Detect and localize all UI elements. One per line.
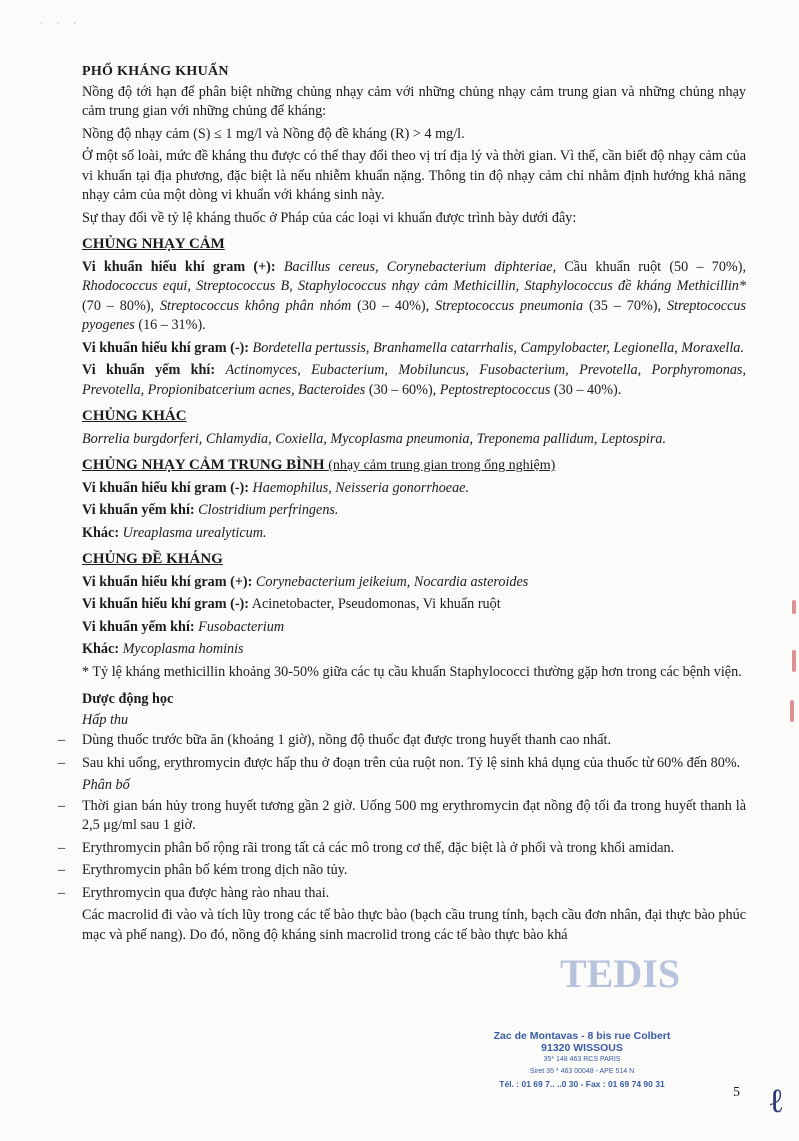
- stamp-siret: Siret 35 * 463 00048 - APE 514 N: [529, 1068, 635, 1075]
- page-number: 5: [733, 1085, 740, 1100]
- item-text: Thời gian bán hủy trong huyết tương gần 2 giờ. Uống 500 mg erythromycin đạt nồng độ tối đa trong huyết thanh là 2,5 μg/ml sau 1 giờ.: [82, 797, 746, 833]
- distribution-paragraph: Các macrolid đi vào và tích lũy trong các tế bào thực bào (bạch cầu trung tính, bạch cầu đơn nhân, đại thực bào phúc mạc và phế nang). Do đó, nồng độ kháng sinh macrolid trong các tế bào thực bào khá: [82, 907, 746, 943]
- label: Vi khuẩn yếm khí:: [82, 502, 195, 518]
- organism-list: Clostridium perfringens.: [198, 502, 339, 518]
- distribution-item-1: [58, 797, 746, 836]
- resistant-gram-positive: [82, 573, 746, 593]
- intermediate-other: [82, 524, 746, 544]
- heading-text: CHỦNG NHẠY CẢM TRUNG BÌNH: [82, 457, 325, 473]
- organism-rate: Cầu khuẩn ruột (50 – 70%),: [564, 258, 747, 275]
- scan-edge-mark: [790, 700, 794, 722]
- organism-rate: (16 – 31%).: [138, 317, 206, 333]
- item-text: Erythromycin phân bố rộng rãi trong tất cả các mô trong cơ thể, đặc biệt là ở phổi và trong khối amidan.: [82, 839, 675, 856]
- intro-paragraph-2: Nồng độ nhạy cảm (S) ≤ 1 mg/l và Nồng độ đề kháng (R) > 4 mg/l.: [82, 125, 465, 142]
- intermediate-heading: [82, 456, 746, 476]
- label: Vi khuẩn hiếu khí gram (-):: [82, 479, 249, 496]
- susceptible-anaerobes: [82, 361, 746, 400]
- resistant-other: [82, 640, 746, 660]
- document-page: [58, 62, 747, 948]
- item-text: Sau khi uống, erythromycin được hấp thu ở đoạn trên của ruột non. Tỷ lệ sinh khả dụng của thuốc từ 60% đến 80%.: [82, 754, 741, 771]
- intermediate-gram-negative: [82, 479, 746, 499]
- organism-list: Corynebacterium jeikeium, Nocardia asteroides: [255, 573, 529, 590]
- organism-rate: (70 – 80%),: [82, 297, 155, 314]
- organism-list: Rhodococcus equi, Streptococcus B, Staphylococcus nhạy cảm Methicillin, Staphylococcus đề kháng Methicillin*: [82, 278, 746, 294]
- label: Khác:: [82, 524, 120, 541]
- label: Vi khuẩn hiếu khí gram (-):: [82, 596, 249, 612]
- absorption-item-1: [58, 731, 746, 751]
- item-text: Dùng thuốc trước bữa ăn (khoảng 1 giờ), nồng độ thuốc đạt được trong huyết thanh cao nhất.: [82, 732, 612, 748]
- scan-edge-mark: [792, 600, 796, 614]
- resistant-anaerobes: [82, 618, 746, 638]
- susceptible-gram-positive: [82, 258, 746, 336]
- label: Vi khuẩn yếm khí:: [82, 362, 216, 378]
- absorption-subheading: Hấp thu: [82, 711, 129, 728]
- organism-list: Haemophilus, Neisseria gonorrhoeae.: [252, 479, 470, 496]
- intermediate-anaerobes: [82, 501, 746, 521]
- resistant-gram-negative: [82, 595, 746, 615]
- organism-list: Actinomyces, Eubacterium, Mobiluncus, Fusobacterium, Prevotella, Porphyromonas, Prevotella, Propionibatcerium acnes, Bacteroides: [82, 362, 746, 398]
- dash-bullet: –: [58, 754, 66, 771]
- organism-rate: (30 – 60%),: [368, 381, 437, 398]
- organism-list: Streptococcus pyogenes: [82, 297, 746, 333]
- distribution-item-4: [58, 884, 746, 904]
- company-stamp: [472, 951, 692, 1090]
- organism-list: Bordetella pertussis, Branhamella catarrhalis, Campylobacter, Legionella, Moraxella.: [252, 339, 744, 356]
- intro-paragraph-3: Ở một số loài, mức đề kháng thu được có thể thay đổi theo vị trí địa lý và thời gian. Vì thế, cần biết độ nhạy cảm của vi khuẩn tại địa phương, đặc biệt là nếu nhiễm khuẩn nặng. Thông tin độ nhạy cảm chỉ nhằm định hướng khả năng nhạy cảm của một dòng vi khuẩn với kháng sinh này.: [82, 148, 746, 203]
- organism-list: Ureaplasma urealyticum.: [122, 524, 267, 541]
- label: Vi khuẩn hiếu khí gram (-):: [82, 339, 249, 356]
- stamp-city: 91320 WISSOUS: [541, 1042, 623, 1054]
- organism-list: Fusobacterium: [198, 618, 285, 635]
- organism-list: Acinetobacter, Pseudomonas, Vi khuẩn ruột: [251, 596, 501, 612]
- label: Khác:: [82, 641, 120, 657]
- organism-rate: (30 – 40%).: [553, 381, 622, 398]
- organism-list: Borrelia burgdorferi, Chlamydia, Coxiella, Mycoplasma pneumonia, Treponema pallidum, Leptospira.: [82, 430, 667, 447]
- scan-dots: · · ·: [40, 19, 82, 28]
- heading-note: (nhạy cảm trung gian trong ống nghiệm): [328, 458, 556, 473]
- dash-bullet: –: [58, 732, 66, 748]
- dash-bullet: –: [58, 839, 66, 856]
- intro-paragraph-4: Sự thay đổi về tỷ lệ kháng thuốc ở Pháp của các loại vi khuẩn được trình bày dưới đây:: [82, 209, 577, 226]
- absorption-item-2: [58, 754, 746, 774]
- organism-list: Streptococcus pneumonia: [435, 297, 584, 314]
- stamp-address: Zac de Montavas - 8 bis rue Colbert: [493, 1030, 671, 1042]
- pen-mark-icon: ℓ: [768, 1083, 785, 1120]
- stamp-phone: Tél. : 01 69 7.. ..0 30 - Fax : 01 69 74 90 31: [499, 1079, 665, 1089]
- organism-list: Bacillus cereus, Corynebacterium diphteriae,: [283, 258, 557, 275]
- scan-edge-mark: [792, 650, 796, 672]
- distribution-item-3: [58, 861, 746, 881]
- organism-list: Mycoplasma hominis: [122, 641, 244, 657]
- organism-list: Peptostreptococcus: [439, 381, 551, 398]
- label: Vi khuẩn hiếu khí gram (+):: [82, 573, 253, 590]
- organism-rate: (30 – 40%),: [357, 297, 430, 314]
- pharmacokinetics-heading: Dược động học: [82, 691, 174, 707]
- intro-paragraph-1: Nồng độ tới hạn để phân biệt những chủng nhạy cảm với những chủng nhạy cảm trung gian và những chủng nhạy cảm trung gian với những chủng để kháng:: [82, 83, 746, 119]
- resistant-heading: CHỦNG ĐỀ KHÁNG: [82, 551, 223, 567]
- distribution-subheading: Phân bố: [82, 777, 130, 793]
- methicillin-footnote: * Tỷ lệ kháng methicillin khoảng 30-50% giữa các tụ cầu khuẩn Staphylococci thường gặp hơn trong các bệnh viện.: [82, 663, 742, 680]
- distribution-item-2: [58, 839, 746, 859]
- label: Vi khuẩn yếm khí:: [82, 618, 195, 635]
- label: Vi khuẩn hiếu khí gram (+):: [82, 258, 276, 275]
- stamp-rcs: 35* 148 463 RCS PARIS: [543, 1056, 621, 1063]
- organism-list: Streptococcus không phân nhóm: [159, 297, 352, 314]
- other-list: [82, 430, 746, 450]
- other-heading: CHỦNG KHÁC: [82, 408, 187, 424]
- dash-bullet: –: [58, 884, 66, 901]
- page-title: PHỔ KHÁNG KHUẨN: [82, 64, 229, 79]
- item-text: Erythromycin phân bố kém trong dịch não tủy.: [82, 862, 348, 878]
- organism-rate: (35 – 70%),: [588, 297, 662, 314]
- stamp-logo: TEDIS: [560, 951, 681, 996]
- dash-bullet: –: [58, 797, 66, 814]
- item-text: Erythromycin qua được hàng rào nhau thai.: [82, 884, 330, 901]
- susceptible-gram-negative: [82, 339, 746, 359]
- dash-bullet: –: [58, 862, 66, 878]
- susceptible-heading: CHỦNG NHẠY CẢM: [82, 236, 225, 252]
